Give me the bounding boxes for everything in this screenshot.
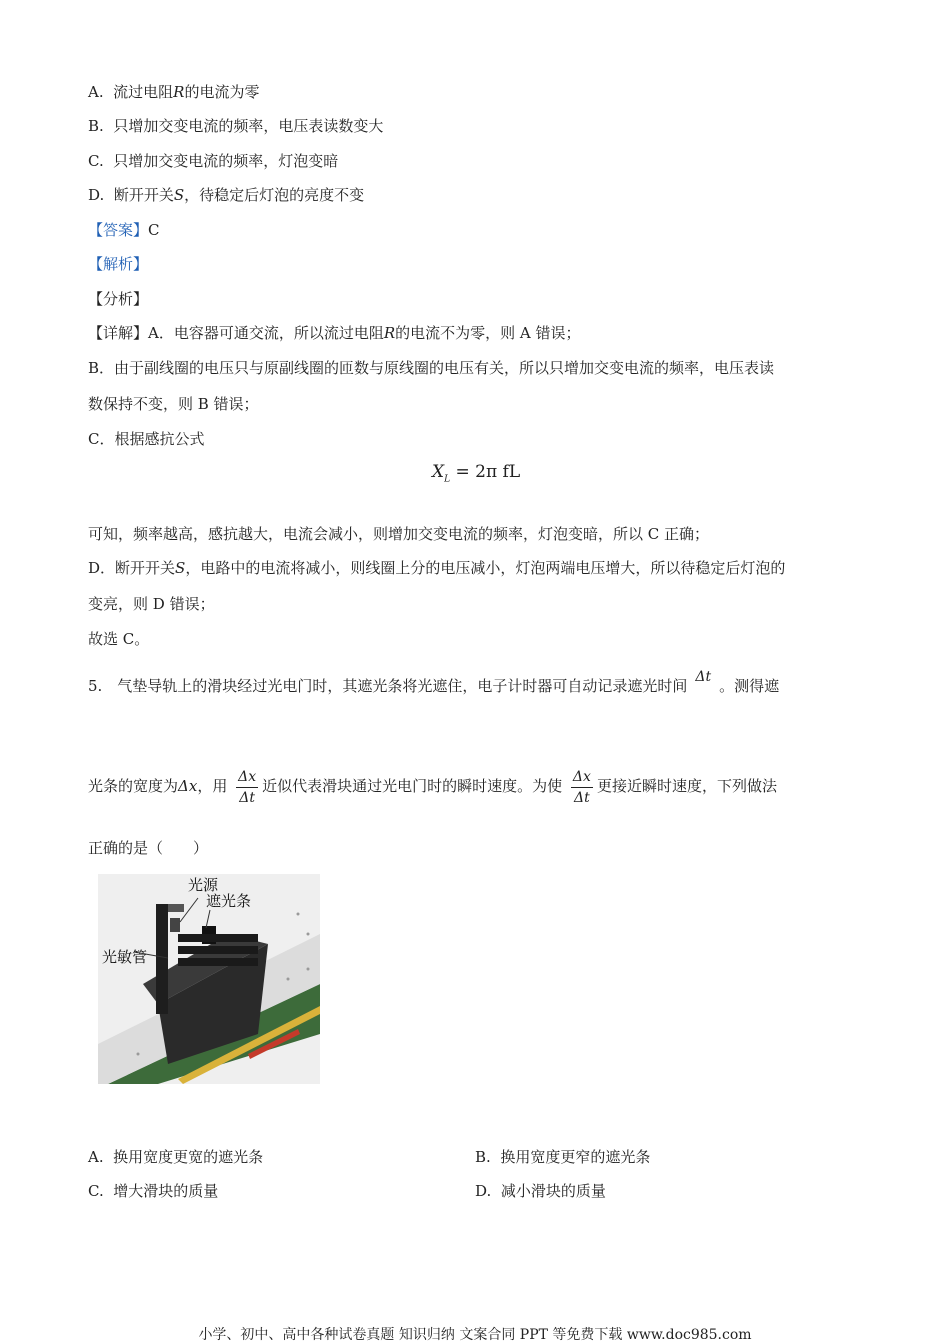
detail-line-d1: D．断开开关S，电路中的电流将减小，则线圈上分的电压减小，灯泡两端电压增大，所以待稳定后灯泡的 — [88, 559, 786, 577]
option-a: A. 流过电阻R的电流为零 — [88, 83, 260, 101]
q5-option-d: D. 减小滑块的质量 — [475, 1182, 606, 1200]
detail-line-b1: B．由于副线圈的电压只与原副线圈的匝数与原线圈的电压有关，所以只增加交变电流的频率，电压表读 — [88, 359, 775, 377]
label-shutter: 遮光条 — [206, 892, 252, 910]
detail-line-b2: 数保持不变，则 B 错误； — [88, 395, 259, 413]
detail-line-d2: 变亮，则 D 错误； — [88, 595, 215, 613]
q5-stem-line1: 5. 气垫导轨上的滑块经过光电门时，其遮光条将光遮住，电子计时器可自动记录遮光时间 Δt 。测得遮 — [88, 669, 780, 695]
detail-line-c1: C．根据感抗公式 — [88, 430, 205, 448]
label-sensor: 光敏管 — [102, 948, 148, 966]
option-c: C. 只增加交变电流的频率，灯泡变暗 — [88, 152, 339, 170]
q5-option-a: A. 换用宽度更宽的遮光条 — [88, 1148, 264, 1166]
label-light-source: 光源 — [188, 876, 219, 894]
option-b: B. 只增加交变电流的频率，电压表读数变大 — [88, 117, 384, 135]
fenxi-label: 【分析】 — [88, 290, 149, 308]
q5-option-b: B. 换用宽度更窄的遮光条 — [475, 1148, 651, 1166]
inductive-reactance-formula: $X_L = 2\pi$ fL — [432, 462, 521, 485]
analysis-label: 【解析】 — [88, 255, 149, 273]
option-d: D. 断开开关S，待稳定后灯泡的亮度不变 — [88, 186, 365, 204]
photogate-figure — [98, 874, 320, 1084]
detail-line-a: 【详解】A．电容器可通交流，所以流过电阻R的电流不为零，则 A 错误； — [88, 324, 581, 342]
q5-stem-line2: 光条的宽度为Δx，用 $\frac{\Delta x}{\Delta t}$ 近似代表滑块通过光电门时的瞬时速度。为使 $\frac{\Delta x}{\Delta t}$ 更接近瞬时速度，下列做法 — [88, 768, 777, 806]
q5-stem-line3: 正确的是（ ） — [88, 839, 209, 857]
answer-line: 【答案】C — [88, 221, 160, 239]
page-footer: 小学、初中、高中各种试卷真题 知识归纳 文案合同 PPT 等免费下载 www.doc985.com — [198, 1327, 752, 1343]
fraction-dx-dt-2: $\frac{\Delta x}{\Delta t}$ — [572, 768, 591, 806]
conclusion: 故选 C。 — [88, 630, 150, 648]
q5-option-c: C. 增大滑块的质量 — [88, 1182, 219, 1200]
fraction-dx-dt: $\frac{\Delta x}{\Delta t}$ — [238, 768, 257, 806]
detail-line-c2: 可知，频率越高，感抗越大，电流会减小，则增加交变电流的频率，灯泡变暗，所以 C 正确； — [88, 525, 710, 543]
